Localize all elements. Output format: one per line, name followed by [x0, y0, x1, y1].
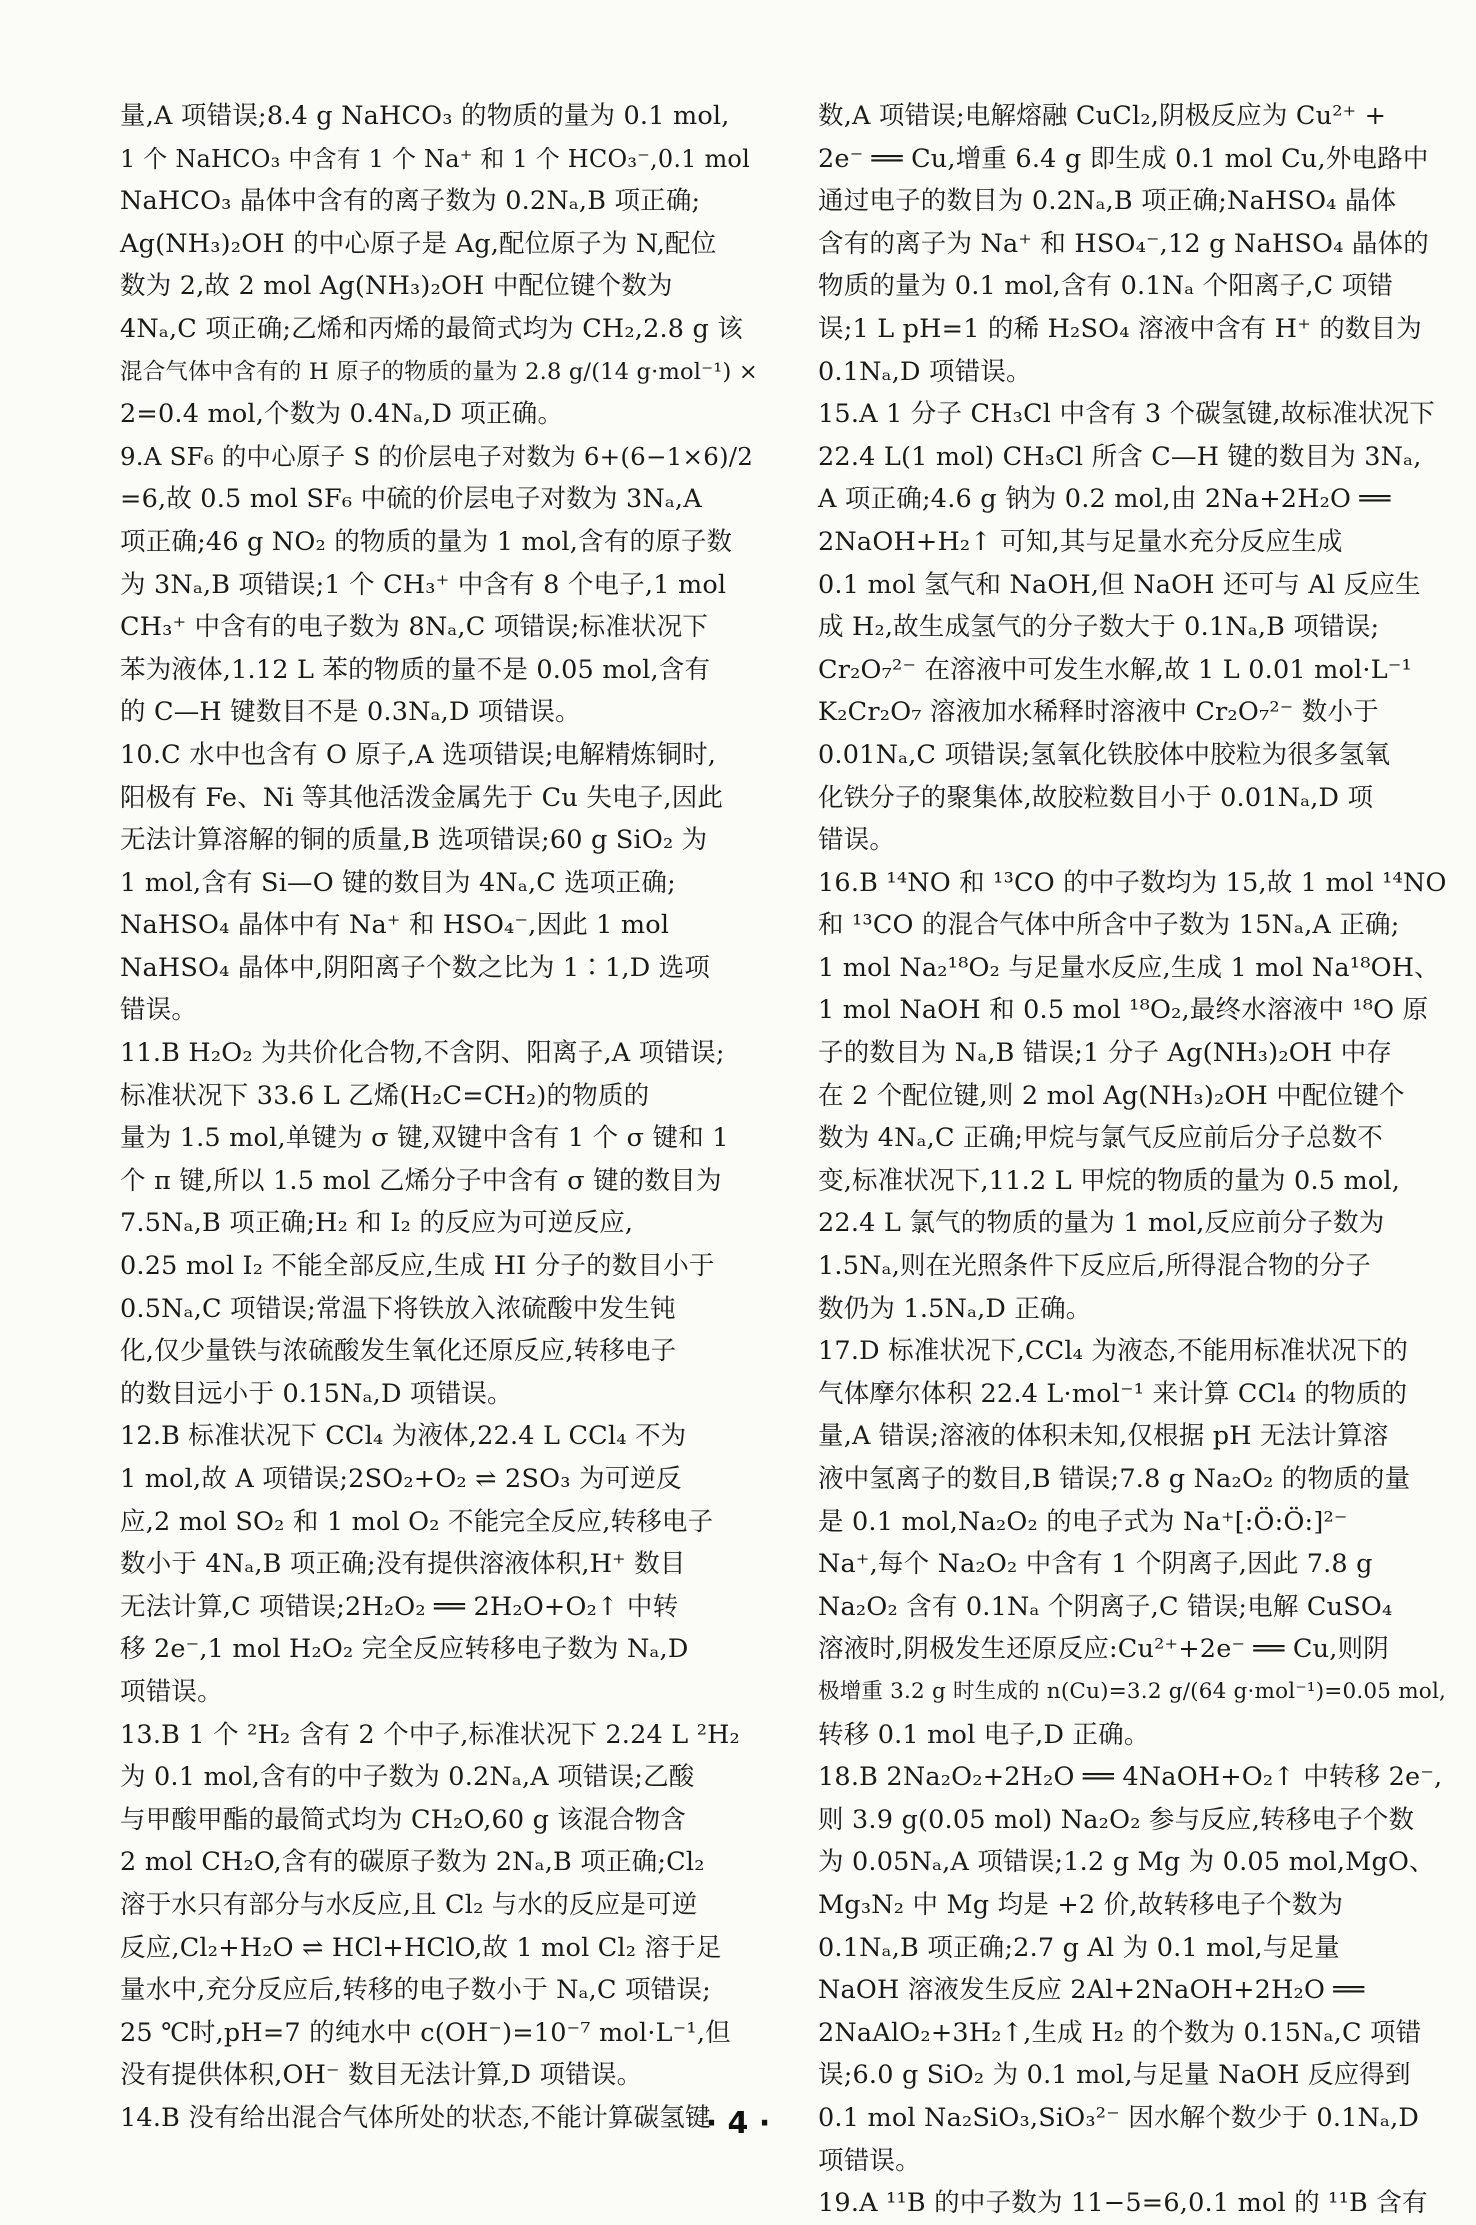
text-line: 个 π 键,所以 1.5 mol 乙烯分子中含有 σ 键的数目为	[120, 1165, 722, 1196]
text-line: 2e⁻ ══ Cu,增重 6.4 g 即生成 0.1 mol Cu,外电路中	[818, 143, 1429, 174]
text-line: 转移 0.1 mol 电子,D 正确。	[818, 1719, 1150, 1750]
text-line: 溶于水只有部分与水反应,且 Cl₂ 与水的反应是可逆	[120, 1889, 698, 1920]
text-line: 17.D 标准状况下,CCl₄ 为液态,不能用标准状况下的	[818, 1336, 1409, 1367]
text-line: 苯为液体,1.12 L 苯的物质的量不是 0.05 mol,含有	[120, 654, 711, 685]
text-line: 2 mol CH₂O,含有的碳原子数为 2Nₐ,B 项正确;Cl₂	[120, 1847, 705, 1878]
text-line: 化铁分子的聚集体,故胶粒数目小于 0.01Nₐ,D 项	[818, 782, 1374, 813]
text-line: 1.5Nₐ,则在光照条件下反应后,所得混合物的分子	[818, 1251, 1371, 1282]
text-line: 16.B ¹⁴NO 和 ¹³CO 的中子数均为 15,故 1 mol ¹⁴NO	[818, 867, 1447, 898]
text-line: 误;1 L pH=1 的稀 H₂SO₄ 溶液中含有 H⁺ 的数目为	[818, 313, 1422, 344]
text-line: =6,故 0.5 mol SF₆ 中硫的价层电子对数为 3Nₐ,A	[120, 484, 702, 515]
text-line: NaHSO₄ 晶体中有 Na⁺ 和 HSO₄⁻,因此 1 mol	[120, 910, 670, 941]
text-line: NaOH 溶液发生反应 2Al+2NaOH+2H₂O ══	[818, 1975, 1365, 2006]
text-line: 阳极有 Fe、Ni 等其他活泼金属先于 Cu 失电子,因此	[120, 782, 724, 813]
text-line: 19.A ¹¹B 的中子数为 11−5=6,0.1 mol 的 ¹¹B 含有	[818, 2188, 1428, 2219]
text-line: 在 2 个配位键,则 2 mol Ag(NH₃)₂OH 中配位键个	[818, 1080, 1405, 1111]
text-line: 混合气体中含有的 H 原子的物质的量为 2.8 g/(14 g·mol⁻¹) ×	[120, 358, 758, 385]
text-line: 12.B 标准状况下 CCl₄ 为液体,22.4 L CCl₄ 不为	[120, 1421, 687, 1452]
right-text-column	[818, 95, 1458, 2225]
text-line: 0.01Nₐ,C 项错误;氢氧化铁胶体中胶粒为很多氢氧	[818, 739, 1391, 770]
text-line: 子的数目为 Nₐ,B 错误;1 分子 Ag(NH₃)₂OH 中存	[818, 1038, 1393, 1069]
text-line: NaHSO₄ 晶体中,阴阳离子个数之比为 1∶1,D 选项	[120, 952, 711, 983]
text-line: 25 ℃时,pH=7 的纯水中 c(OH⁻)=10⁻⁷ mol·L⁻¹,但	[120, 2017, 731, 2048]
text-line: 反应,Cl₂+H₂O ⇌ HCl+HClO,故 1 mol Cl₂ 溶于足	[120, 1932, 722, 1963]
text-line: Mg₃N₂ 中 Mg 均是 +2 价,故转移电子个数为	[818, 1889, 1344, 1920]
text-line: 通过电子的数目为 0.2Nₐ,B 项正确;NaHSO₄ 晶体	[818, 186, 1397, 217]
text-line: 液中氢离子的数目,B 错误;7.8 g Na₂O₂ 的物质的量	[818, 1464, 1411, 1494]
text-line: 无法计算,C 项错误;2H₂O₂ ══ 2H₂O+O₂↑ 中转	[120, 1591, 679, 1622]
text-line: 的数目远小于 0.15Nₐ,D 项错误。	[120, 1378, 513, 1409]
text-line: 量,A 错误;溶液的体积未知,仅根据 pH 无法计算溶	[818, 1421, 1389, 1452]
text-line: 0.1Nₐ,B 项正确;2.7 g Al 为 0.1 mol,与足量	[818, 1932, 1340, 1963]
text-line: 成 H₂,故生成氢气的分子数大于 0.1Nₐ,B 项错误;	[818, 612, 1380, 643]
text-line: 量为 1.5 mol,单键为 σ 键,双键中含有 1 个 σ 键和 1	[120, 1123, 729, 1154]
text-line: 1 个 NaHCO₃ 中含有 1 个 Na⁺ 和 1 个 HCO₃⁻,0.1 mol	[120, 144, 750, 173]
text-line: 2=0.4 mol,个数为 0.4Nₐ,D 项正确。	[120, 399, 564, 430]
text-line: 13.B 1 个 ²H₂ 含有 2 个中子,标准状况下 2.24 L ²H₂	[120, 1719, 740, 1750]
text-line: 错误。	[120, 995, 198, 1026]
text-line: 极增重 3.2 g 时生成的 n(Cu)=3.2 g/(64 g·mol⁻¹)=0.05 mol,	[818, 1678, 1447, 1704]
text-line: 22.4 L(1 mol) CH₃Cl 所含 C—H 键的数目为 3Nₐ,	[818, 441, 1422, 472]
text-line: 0.5Nₐ,C 项错误;常温下将铁放入浓硫酸中发生钝	[120, 1293, 676, 1324]
text-line: 1 mol,故 A 项错误;2SO₂+O₂ ⇌ 2SO₃ 为可逆反	[120, 1464, 682, 1494]
text-line: K₂Cr₂O₇ 溶液加水稀释时溶液中 Cr₂O₇²⁻ 数小于	[818, 697, 1379, 728]
text-line: CH₃⁺ 中含有的电子数为 8Nₐ,C 项错误;标准状况下	[120, 612, 709, 643]
text-line: 没有提供体积,OH⁻ 数目无法计算,D 项错误。	[120, 2060, 643, 2091]
text-line: 0.1Nₐ,D 项错误。	[818, 356, 1032, 387]
text-line: 应,2 mol SO₂ 和 1 mol O₂ 不能完全反应,转移电子	[120, 1506, 714, 1537]
text-line: 标准状况下 33.6 L 乙烯(H₂C=CH₂)的物质的	[120, 1080, 650, 1111]
text-line: Na₂O₂ 含有 0.1Nₐ 个阴离子,C 错误;电解 CuSO₄	[818, 1591, 1393, 1622]
text-line: 18.B 2Na₂O₂+2H₂O ══ 4NaOH+O₂↑ 中转移 2e⁻,	[818, 1762, 1443, 1793]
text-line: 为 0.05Nₐ,A 项错误;1.2 g Mg 为 0.05 mol,MgO、	[818, 1847, 1435, 1878]
text-line: 项错误。	[120, 1676, 223, 1707]
text-line: 数仍为 1.5Nₐ,D 正确。	[818, 1293, 1092, 1324]
text-line: 1 mol NaOH 和 0.5 mol ¹⁸O₂,最终水溶液中 ¹⁸O 原	[818, 995, 1429, 1026]
text-line: 项正确;46 g NO₂ 的物质的量为 1 mol,含有的原子数	[120, 526, 733, 557]
text-line: Cr₂O₇²⁻ 在溶液中可发生水解,故 1 L 0.01 mol·L⁻¹	[818, 654, 1412, 685]
text-line: 为 3Nₐ,B 项错误;1 个 CH₃⁺ 中含有 8 个电子,1 mol	[120, 569, 727, 600]
text-line: 14.B 没有给出混合气体所处的状态,不能计算碳氢键	[120, 2102, 711, 2133]
text-line: Ag(NH₃)₂OH 的中心原子是 Ag,配位原子为 N,配位	[120, 228, 717, 259]
text-line: 是 0.1 mol,Na₂O₂ 的电子式为 Na⁺[:Ö:Ö:]²⁻	[818, 1506, 1348, 1537]
text-line: 项错误。	[818, 2145, 921, 2176]
text-line: 数为 2,故 2 mol Ag(NH₃)₂OH 中配位键个数为	[120, 271, 673, 302]
text-line: 气体摩尔体积 22.4 L·mol⁻¹ 来计算 CCl₄ 的物质的	[818, 1378, 1408, 1409]
text-line: 7.5Nₐ,B 项正确;H₂ 和 I₂ 的反应为可逆反应,	[120, 1208, 634, 1239]
text-line: 变,标准状况下,11.2 L 甲烷的物质的量为 0.5 mol,	[818, 1165, 1401, 1196]
text-line: 错误。	[818, 825, 896, 856]
text-line: 1 mol Na₂¹⁸O₂ 与足量水反应,生成 1 mol Na¹⁸OH、	[818, 952, 1440, 983]
text-line: 量水中,充分反应后,转移的电子数小于 Nₐ,C 项错误;	[120, 1975, 711, 2006]
text-line: Na⁺,每个 Na₂O₂ 中含有 1 个阴离子,因此 7.8 g	[818, 1549, 1373, 1580]
text-line: 1 mol,含有 Si—O 键的数目为 4Nₐ,C 选项正确;	[120, 867, 676, 898]
text-line: 11.B H₂O₂ 为共价化合物,不含阴、阳离子,A 项错误;	[120, 1038, 725, 1069]
text-line: 溶液时,阴极发生还原反应:Cu²⁺+2e⁻ ══ Cu,则阴	[818, 1634, 1389, 1665]
text-line: 物质的量为 0.1 mol,含有 0.1Nₐ 个阳离子,C 项错	[818, 271, 1394, 302]
text-line: 0.25 mol I₂ 不能全部反应,生成 HI 分子的数目小于	[120, 1251, 715, 1282]
text-line: 误;6.0 g SiO₂ 为 0.1 mol,与足量 NaOH 反应得到	[818, 2060, 1411, 2091]
left-text-column	[120, 95, 760, 2140]
text-line: 数为 4Nₐ,C 正确;甲烷与氯气反应前后分子总数不	[818, 1123, 1383, 1154]
text-line: 数小于 4Nₐ,B 项正确;没有提供溶液体积,H⁺ 数目	[120, 1549, 686, 1580]
text-line: 数,A 项错误;电解熔融 CuCl₂,阴极反应为 Cu²⁺ +	[818, 101, 1387, 131]
text-line: 量,A 项错误;8.4 g NaHCO₃ 的物质的量为 0.1 mol,	[120, 101, 730, 131]
text-line: 2NaAlO₂+3H₂↑,生成 H₂ 的个数为 0.15Nₐ,C 项错	[818, 2017, 1422, 2048]
text-line: 含有的离子为 Na⁺ 和 HSO₄⁻,12 g NaHSO₄ 晶体的	[818, 228, 1429, 259]
text-line: NaHCO₃ 晶体中含有的离子数为 0.2Nₐ,B 项正确;	[120, 186, 701, 217]
text-line: 则 3.9 g(0.05 mol) Na₂O₂ 参与反应,转移电子个数	[818, 1804, 1415, 1835]
text-line: 10.C 水中也含有 O 原子,A 选项错误;电解精炼铜时,	[120, 739, 717, 770]
text-line: 22.4 L 氯气的物质的量为 1 mol,反应前分子数为	[818, 1208, 1385, 1239]
text-line: 移 2e⁻,1 mol H₂O₂ 完全反应转移电子数为 Nₐ,D	[120, 1634, 689, 1665]
text-line: 9.A SF₆ 的中心原子 S 的价层电子对数为 6+(6−1×6)/2	[120, 441, 753, 471]
text-line: 为 0.1 mol,含有的中子数为 0.2Nₐ,A 项错误;乙酸	[120, 1762, 695, 1793]
page-number: · 4 ·	[705, 2106, 771, 2141]
text-line: 无法计算溶解的铜的质量,B 选项错误;60 g SiO₂ 为	[120, 825, 708, 856]
text-line: 和 ¹³CO 的混合气体中所含中子数为 15Nₐ,A 正确;	[818, 910, 1400, 941]
text-line: 的 C—H 键数目不是 0.3Nₐ,D 项错误。	[120, 697, 581, 728]
text-line: 0.1 mol 氢气和 NaOH,但 NaOH 还可与 Al 反应生	[818, 569, 1421, 600]
text-line: 2NaOH+H₂↑ 可知,其与足量水充分反应生成	[818, 526, 1343, 557]
text-line: A 项正确;4.6 g 钠为 0.2 mol,由 2Na+2H₂O ══	[818, 484, 1391, 515]
text-line: 与甲酸甲酯的最简式均为 CH₂O,60 g 该混合物含	[120, 1804, 686, 1835]
text-line: 0.1 mol Na₂SiO₃,SiO₃²⁻ 因水解个数少于 0.1Nₐ,D	[818, 2102, 1420, 2133]
text-line: 15.A 1 分子 CH₃Cl 中含有 3 个碳氢键,故标准状况下	[818, 399, 1435, 430]
text-line: 化,仅少量铁与浓硫酸发生氧化还原反应,转移电子	[120, 1336, 677, 1367]
text-line: 4Nₐ,C 项正确;乙烯和丙烯的最简式均为 CH₂,2.8 g 该	[120, 313, 744, 344]
